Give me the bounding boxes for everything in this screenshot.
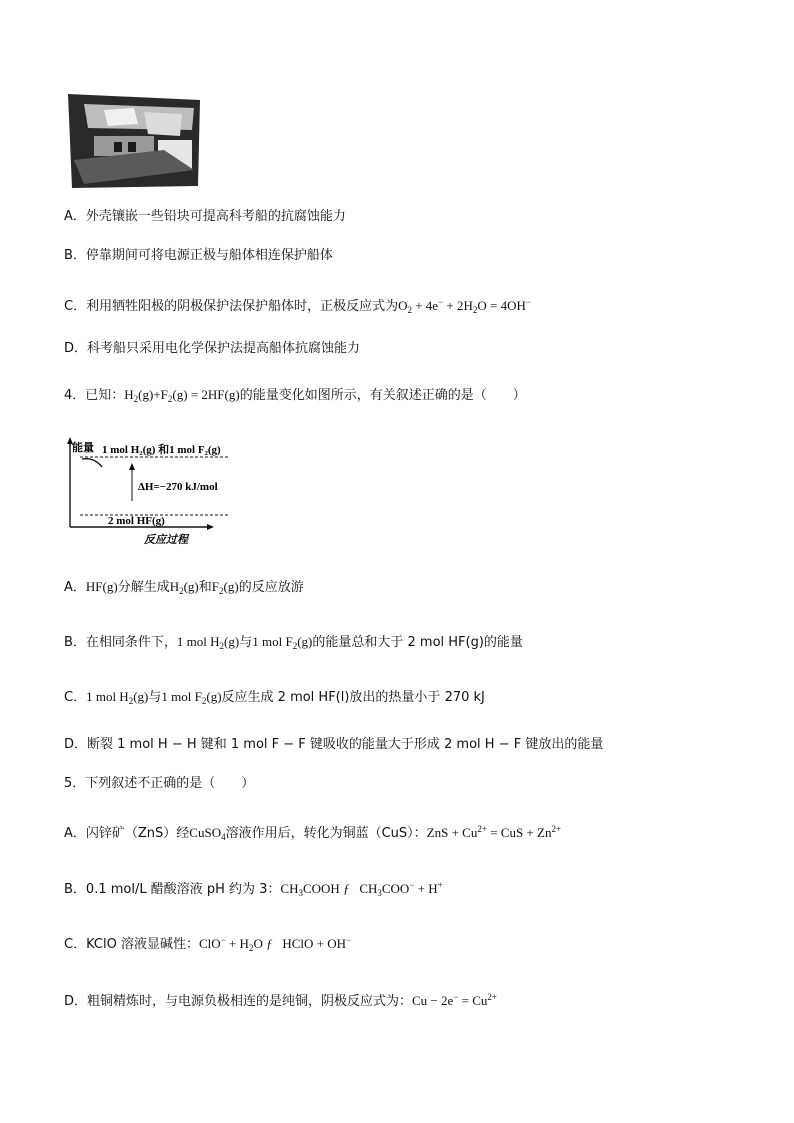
q5-c-prefix: C．KClO 溶液显碱性： (64, 937, 199, 952)
q5-d-equation: $Cu - 2e^- = Cu^{2+}$ (412, 992, 497, 1008)
ship-photo (64, 90, 204, 190)
q5-a-prefix: A．闪锌矿（ZnS）经 (64, 826, 190, 841)
q4-option-b: B．在相同条件下，1 mol $H_2(g)$与1 mol $F_2(g)$的能量总和大于 2 mol HF(g)的能量 (64, 634, 523, 651)
q3-option-c-text: C．利用牺牲阳极的阴极保护法保护船体时，正极反应式为 (64, 299, 399, 314)
q3-option-d: D．科考船只采用电化学保护法提高船体抗腐蚀能力 (64, 341, 361, 356)
q5-option-a: A．闪锌矿（ZnS）经CuSO$_4$溶液作用后，转化为铜蓝（CuS）：ZnS + $Cu^{2+}$ = CuS + $Zn^{2+}$ (64, 824, 562, 842)
q5-a-mid: 溶液作用后，转化为铜蓝（CuS）： (225, 826, 427, 841)
q4-a-prefix: A． (64, 580, 86, 595)
q3-option-c (64, 293, 531, 319)
q5-option-d (64, 988, 497, 1011)
delta-h-label: ΔH=−270 kJ/mol (138, 481, 218, 493)
q4-c-prefix: C． (64, 690, 87, 705)
q4-stem-suffix: 的能量变化如图所示，有关叙述正确的是（ ） (239, 388, 526, 403)
q4-b-mid1: 与 (239, 635, 253, 650)
q5-b-prefix: B．0.1 mol/L 醋酸溶液 pH 约为 3： (64, 882, 281, 897)
q4-equation: $H_2(g)+F_2(g) = 2HF(g)$ (124, 387, 240, 404)
q4-b-suffix: 的能量总和大于 2 mol HF(g)的能量 (312, 635, 523, 650)
q5-a-equation: ZnS + $Cu^{2+}$ = CuS + $Zn^{2+}$ (426, 824, 562, 840)
product-label: 2 mol HF(g) (108, 515, 165, 527)
energy-curve (82, 459, 102, 467)
reactant-label: 1 mol H₂(g) 和1 mol F₂(g) (102, 444, 221, 456)
q4-a-mid1: 分解生成 (117, 580, 170, 595)
delta-arrow-head (129, 463, 135, 470)
q4-c-mid1: 与 (148, 690, 162, 705)
x-axis-label: 反应过程 (144, 533, 188, 546)
q4-c-suffix: 反应生成 2 mol HF(l)放出的热量小于 270 kJ (221, 690, 485, 705)
energy-diagram (60, 435, 250, 550)
q5-c-equation: $ClO^- + H_2O$ ƒ HClO + OH− (198, 935, 352, 953)
q4-stem (64, 386, 526, 408)
q5-b-equation: $CH_3COOH$ ƒ $CH_3COO^- + H^+$ (280, 880, 443, 898)
q5-d-prefix: D．粗铜精炼时，与电源负极相连的是纯铜，阴极反应式为： (64, 994, 413, 1009)
q5-option-b (64, 876, 443, 902)
q4-option-c: C．1 mol $H_2(g)$与1 mol $F_2(g)$反应生成 2 mol HF(l)放出的热量小于 270 kJ (64, 689, 485, 706)
q4-b-prefix: B．在相同条件下， (64, 635, 177, 650)
q3-option-c-equation: $O_2 + 4e^- + 2H_2O = 4OH^-$ (398, 297, 531, 315)
q3-option-a: A．外壳镶嵌一些铅块可提高科考船的抗腐蚀能力 (64, 209, 346, 224)
q3-option-b: B．停靠期间可将电源正极与船体相连保护船体 (64, 248, 333, 263)
q5-option-c (64, 931, 351, 957)
x-axis-arrow (207, 524, 214, 530)
q4-a-suffix: 的反应放游 (238, 580, 304, 595)
q4-stem-prefix: 4．已知： (64, 388, 125, 403)
q4-a-mid2: 和 (198, 580, 212, 595)
q4-option-a: A．HF(g)分解生成$H_2(g)$和$F_2(g)$的反应放游 (64, 579, 304, 596)
y-axis-label: 能量 (72, 441, 94, 454)
q5-stem: 5．下列叙述不正确的是（ ） (64, 776, 255, 791)
q4-option-d: D．断裂 1 mol H − H 键和 1 mol F − F 键吸收的能量大于形成 2 mol H − F 键放出的能量 (64, 737, 604, 752)
